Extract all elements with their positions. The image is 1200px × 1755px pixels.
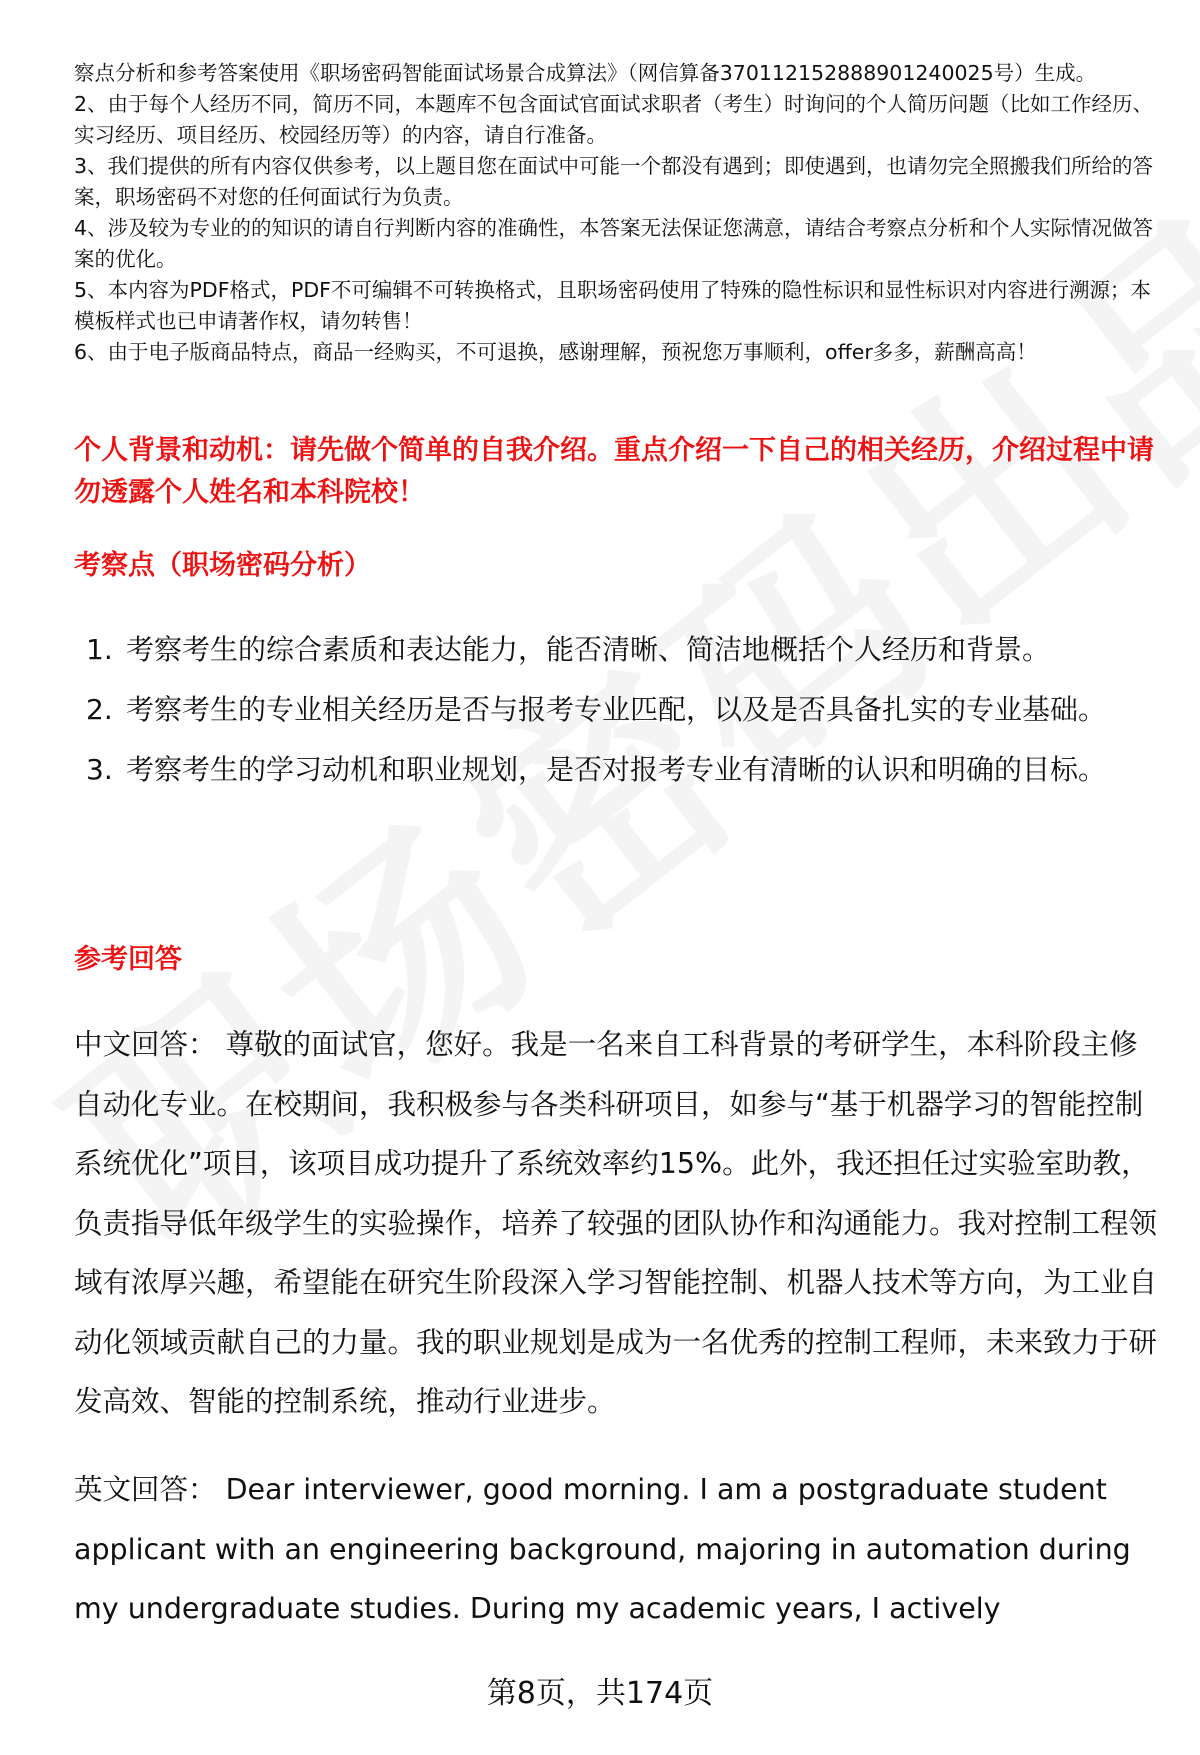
point-number: 3. bbox=[86, 753, 113, 786]
note-item: 察点分析和参考答案使用《职场密码智能面试场景合成算法》（网信算备370112152888901240025号）生成。 bbox=[74, 61, 1097, 85]
note-item: 5、本内容为PDF格式，PDF不可编辑不可转换格式，且职场密码使用了特殊的隐性标识和显性标识对内容进行溯源；本模板样式也已申请著作权，请勿转售！ bbox=[74, 278, 1151, 333]
analysis-title: 考察点（职场密码分析） bbox=[74, 550, 371, 581]
note-item: 3、我们提供的所有内容仅供参考，以上题目您在面试中可能一个都没有遇到；即使遇到，也请勿完全照搬我们所给的答案，职场密码不对您的任何面试行为负责。 bbox=[74, 154, 1154, 209]
analysis-point bbox=[74, 740, 1134, 800]
analysis-point bbox=[74, 620, 1134, 680]
english-answer bbox=[74, 1460, 1164, 1639]
point-number: 2. bbox=[86, 693, 113, 726]
point-text: 考察考生的综合素质和表达能力，能否清晰、简洁地概括个人经历和背景。 bbox=[126, 633, 1051, 666]
point-text: 考察考生的专业相关经历是否与报考专业匹配，以及是否具备扎实的专业基础。 bbox=[126, 693, 1107, 726]
disclaimer-notes bbox=[74, 58, 1164, 368]
note-item: 2、由于每个人经历不同，简历不同，本题库不包含面试官面试求职者（考生）时询问的个人简历问题（比如工作经历、实习经历、项目经历、校园经历等）的内容，请自行准备。 bbox=[74, 92, 1154, 147]
chinese-answer bbox=[74, 1015, 1164, 1432]
page-number: 第8页，共174页 bbox=[486, 1676, 714, 1711]
reference-title: 参考回答 bbox=[74, 944, 182, 975]
point-number: 1. bbox=[86, 633, 113, 666]
english-answer-text: Dear interviewer, good morning. I am a postgraduate student applicant with an engineering background, majoring in automation during my undergraduate studies. During my academic years, I actively bbox=[74, 1473, 1131, 1625]
point-text: 考察考生的学习动机和职业规划，是否对报考专业有清晰的认识和明确的目标。 bbox=[126, 753, 1107, 786]
chinese-answer-text: 尊敬的面试官，您好。我是一名来自工科背景的考研学生，本科阶段主修自动化专业。在校期间，我积极参与各类科研项目，如参与“基于机器学习的智能控制系统优化”项目，该项目成功提升了系统效率约15%。此外，我还担任过实验室助教，负责指导低年级学生的实验操作，培养了较强的团队协作和沟通能力。我对控制工程领域有浓厚兴趣，希望能在研究生阶段深入学习智能控制、机器人技术等方向，为工业自动化领域贡献自己的力量。我的职业规划是成为一名优秀的控制工程师，未来致力于研发高效、智能的控制系统，推动行业进步。 bbox=[74, 1028, 1158, 1418]
english-answer-label: 英文回答： bbox=[74, 1473, 217, 1506]
analysis-points bbox=[74, 620, 1134, 800]
chinese-answer-label: 中文回答： bbox=[74, 1028, 217, 1061]
note-item: 6、由于电子版商品特点，商品一经购买，不可退换，感谢理解，预祝您万事顺利，offer多多，薪酬高高！ bbox=[74, 340, 1037, 364]
question-heading: 个人背景和动机：请先做个简单的自我介绍。重点介绍一下自己的相关经历，介绍过程中请勿透露个人姓名和本科院校！ bbox=[74, 435, 1154, 508]
analysis-point bbox=[74, 680, 1134, 740]
note-item: 4、涉及较为专业的的知识的请自行判断内容的准确性，本答案无法保证您满意，请结合考察点分析和个人实际情况做答案的优化。 bbox=[74, 216, 1154, 271]
